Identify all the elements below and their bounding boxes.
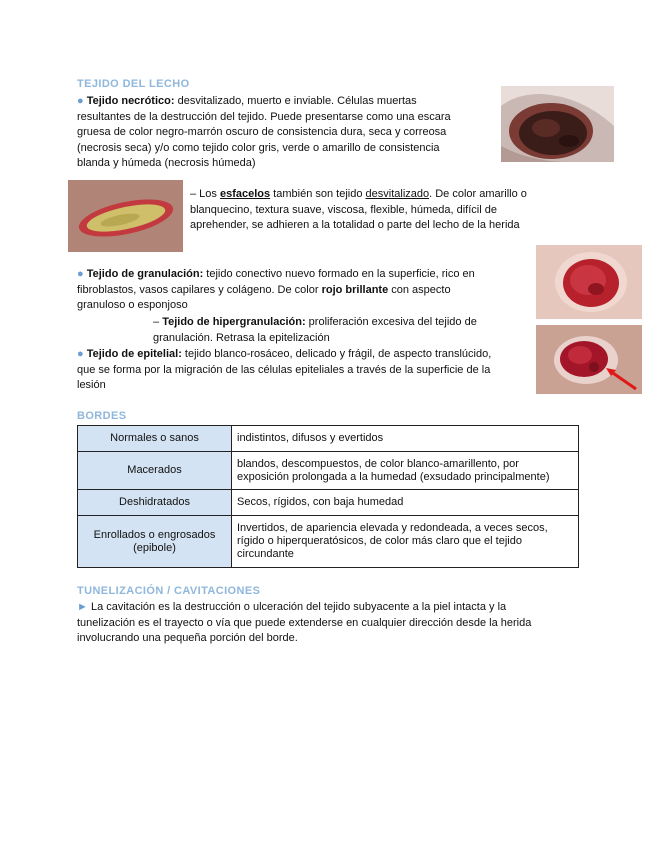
granulation-wound-image: [536, 245, 642, 319]
text-line: con aspecto: [388, 283, 451, 296]
table-cell-desc: blandos, descompuestos, de color blanco-amarillento, por exposición prolongada a la humedad (exsudado principalmente): [232, 452, 579, 490]
table-cell-desc: Invertidos, de apariencia elevada y redondeada, a veces secos, rígido o hiperqueratósicos, de color más claro que el tejido circundante: [232, 516, 579, 568]
term-esfacelos: esfacelos: [219, 188, 271, 200]
section-heading-lecho: TEJIDO DEL LECHO: [77, 78, 190, 90]
text-line: desvitalizado, muerto e inviable. Células muertas: [174, 95, 417, 107]
paragraph-esfacelos: [190, 187, 570, 234]
term-hipergranulacion: Tejido de hipergranulación:: [162, 316, 306, 328]
bullet-icon: ●: [77, 268, 84, 280]
table-cell-label: Deshidratados: [78, 490, 232, 516]
term-rojo-brillante: rojo brillante: [321, 283, 389, 296]
table-row: [78, 426, 579, 452]
table-cell-desc: Secos, rígidos, con baja humedad: [232, 490, 579, 516]
text-line: lesión: [77, 379, 106, 392]
text-line: . De color amarillo o: [429, 188, 527, 200]
term-granulacion: Tejido de granulación:: [86, 268, 204, 280]
bordes-table: [77, 425, 579, 568]
section-heading-tunelizacion: TUNELIZACIÓN / CAVITACIONES: [77, 585, 261, 597]
table-cell-desc: indistintos, difusos y evertidos: [232, 426, 579, 452]
text-line: también son tejido: [270, 188, 366, 200]
paragraph-necrotico: [77, 94, 497, 172]
text-line: tunelización es el trayecto o vía que puede extenderse en cualquier dirección desde la herida: [77, 616, 532, 629]
text-line: proliferación excesiva del tejido de: [305, 316, 477, 328]
hypergranulation-wound-image: [536, 325, 642, 394]
table-cell-label: Macerados: [78, 452, 232, 490]
paragraph-tunelizacion: [77, 600, 577, 647]
table-row: [78, 516, 579, 568]
text-line: gruesa de color negro-marrón oscuro de consistencia dura, seca y correosa: [77, 126, 447, 139]
text-line: tejido blanco-rosáceo, delicado y frágil, de aspecto translúcido,: [181, 348, 492, 360]
text-line: blanda y húmeda (necrosis húmeda): [77, 157, 256, 170]
text-line: que se forma por la migración de las células epiteliales a través de la superficie de la: [77, 363, 491, 376]
arrow-icon: ►: [77, 601, 88, 613]
text-line: resultantes de la destrucción del tejido. Puede presentarse como una escara: [77, 110, 451, 123]
section-heading-bordes: BORDES: [77, 410, 127, 422]
term-epitelial: Tejido de epitelial:: [86, 348, 182, 360]
bullet-icon: ●: [77, 348, 84, 360]
text-line: fibroblastos, vasos capilares y colágeno. De color: [77, 283, 322, 296]
text-line: granulación. Retrasa la epitelización: [153, 331, 330, 344]
paragraph-epitelial: [77, 347, 537, 394]
text-line: involucrando una pequeña porción del borde.: [77, 632, 298, 645]
table-row: [78, 452, 579, 490]
text-line: blanquecino, textura suave, viscosa, flexible, húmeda, difícil de: [190, 203, 497, 216]
text-line: La cavitación es la destrucción o ulceración del tejido subyacente a la piel intacta y la: [87, 601, 507, 613]
text-line: aprehender, se adhieren a la totalidad o parte del lecho de la herida: [190, 219, 520, 232]
term-desvitalizado: desvitalizado: [365, 188, 430, 200]
bullet-icon: ●: [77, 95, 84, 107]
slough-wound-image: [68, 180, 183, 252]
dash-text: – Los: [190, 188, 220, 200]
necrotic-wound-image: [501, 86, 614, 162]
text-line: tejido conectivo nuevo formado en la superficie, rico en: [203, 268, 475, 280]
text-line: (necrosis seca) y/o como tejido color gris, verde o amarillo de consistencia: [77, 141, 440, 154]
table-cell-label: Normales o sanos: [78, 426, 232, 452]
table-cell-label: Enrollados o engrosados (epibole): [78, 516, 232, 568]
paragraph-granulacion: [77, 267, 527, 314]
dash-text: –: [153, 316, 163, 328]
term-necrotico: Tejido necrótico:: [86, 95, 175, 107]
text-line: granuloso o esponjoso: [77, 299, 188, 312]
table-row: [78, 490, 579, 516]
paragraph-hipergranulacion: [153, 315, 533, 346]
